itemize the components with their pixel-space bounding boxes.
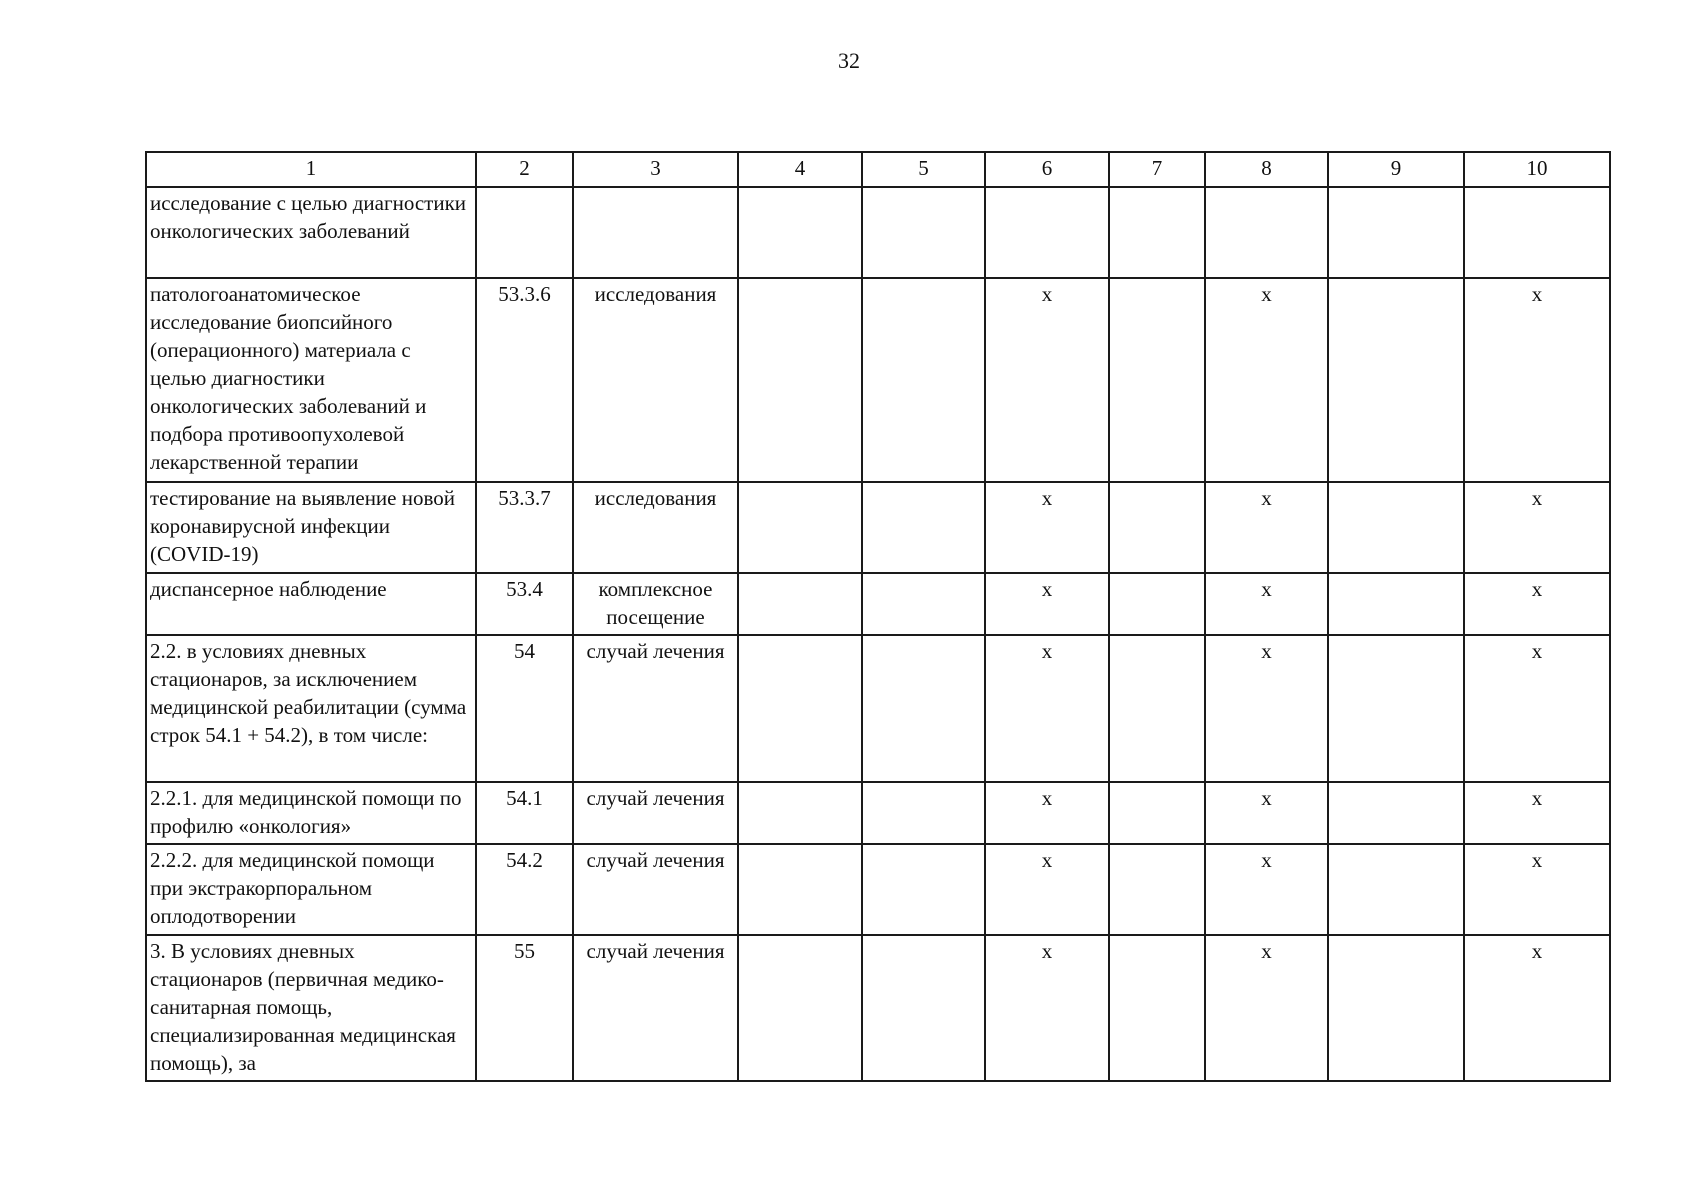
row-name: 2.2. в условиях дневных стационаров, за исключением медицинской реабилитации (сумма строк 54.1 + 54.2), в том числе: [146,635,476,782]
cell-col-10: х [1464,782,1610,844]
cell-col-7 [1109,482,1205,573]
row-unit: исследования [573,482,738,573]
cell-col-4 [738,278,862,482]
cell-col-5 [862,573,985,635]
cell-col-8: х [1205,482,1328,573]
row-name: 2.2.1. для медицинской помощи по профилю «онкология» [146,782,476,844]
table-row [146,935,1610,1081]
row-code: 55 [476,935,573,1081]
cell-col-4 [738,482,862,573]
col-header-2: 2 [476,152,573,187]
row-name: тестирование на выявление новой коронавирусной инфекции (COVID-19) [146,482,476,573]
table-header-row [146,152,1610,187]
cell-col-6: х [985,635,1109,782]
cell-col-6: х [985,844,1109,935]
cell-col-8: х [1205,782,1328,844]
page-number: 32 [838,48,860,73]
col-header-1: 1 [146,152,476,187]
cell-col-6: х [985,935,1109,1081]
cell-col-5 [862,187,985,278]
col-header-4: 4 [738,152,862,187]
cell-col-9 [1328,635,1464,782]
table-row [146,278,1610,482]
table-row [146,482,1610,573]
row-unit: исследования [573,278,738,482]
cell-col-4 [738,935,862,1081]
table-row [146,187,1610,278]
cell-col-8: х [1205,573,1328,635]
col-header-7: 7 [1109,152,1205,187]
cell-col-7 [1109,187,1205,278]
cell-col-8: х [1205,635,1328,782]
cell-col-7 [1109,844,1205,935]
row-code: 53.3.7 [476,482,573,573]
table-row [146,844,1610,935]
cell-col-8: х [1205,844,1328,935]
row-code: 54 [476,635,573,782]
cell-col-7 [1109,278,1205,482]
cell-col-10: х [1464,482,1610,573]
cell-col-10: х [1464,935,1610,1081]
cell-col-10: х [1464,573,1610,635]
row-code [476,187,573,278]
row-unit [573,187,738,278]
cell-col-7 [1109,635,1205,782]
row-unit: случай лечения [573,635,738,782]
cell-col-7 [1109,935,1205,1081]
cell-col-9 [1328,844,1464,935]
row-code: 54.2 [476,844,573,935]
cell-col-9 [1328,482,1464,573]
row-name: патологоанатомическое исследование биопсийного (операционного) материала с целью диагностики онкологических заболеваний и подбора противоопухолевой лекарственной терапии [146,278,476,482]
cell-col-4 [738,573,862,635]
cell-col-10 [1464,187,1610,278]
cell-col-9 [1328,278,1464,482]
cell-col-6: х [985,573,1109,635]
cell-col-6: х [985,482,1109,573]
cell-col-7 [1109,782,1205,844]
row-name: диспансерное наблюдение [146,573,476,635]
cell-col-5 [862,482,985,573]
cell-col-6 [985,187,1109,278]
cell-col-5 [862,844,985,935]
cell-col-5 [862,635,985,782]
col-header-9: 9 [1328,152,1464,187]
cell-col-4 [738,187,862,278]
row-unit: случай лечения [573,782,738,844]
cell-col-8: х [1205,935,1328,1081]
cell-col-4 [738,635,862,782]
cell-col-10: х [1464,635,1610,782]
cell-col-8: х [1205,278,1328,482]
row-name: исследование с целью диагностики онкологических заболеваний [146,187,476,278]
cell-col-5 [862,782,985,844]
cell-col-4 [738,844,862,935]
row-unit: комплексное посещение [573,573,738,635]
cell-col-5 [862,278,985,482]
col-header-8: 8 [1205,152,1328,187]
row-unit: случай лечения [573,935,738,1081]
data-table [145,151,1611,1082]
row-code: 53.3.6 [476,278,573,482]
cell-col-9 [1328,573,1464,635]
row-code: 53.4 [476,573,573,635]
cell-col-9 [1328,935,1464,1081]
table-row [146,782,1610,844]
cell-col-9 [1328,187,1464,278]
col-header-3: 3 [573,152,738,187]
cell-col-8 [1205,187,1328,278]
cell-col-10: х [1464,844,1610,935]
cell-col-4 [738,782,862,844]
cell-col-5 [862,935,985,1081]
row-code: 54.1 [476,782,573,844]
table-row [146,635,1610,782]
col-header-6: 6 [985,152,1109,187]
col-header-5: 5 [862,152,985,187]
cell-col-6: х [985,278,1109,482]
cell-col-7 [1109,573,1205,635]
cell-col-6: х [985,782,1109,844]
row-name: 3. В условиях дневных стационаров (первичная медико-санитарная помощь, специализированная медицинская помощь), за [146,935,476,1081]
row-unit: случай лечения [573,844,738,935]
col-header-10: 10 [1464,152,1610,187]
row-name: 2.2.2. для медицинской помощи при экстракорпоральном оплодотворении [146,844,476,935]
table-row [146,573,1610,635]
cell-col-9 [1328,782,1464,844]
cell-col-10: х [1464,278,1610,482]
